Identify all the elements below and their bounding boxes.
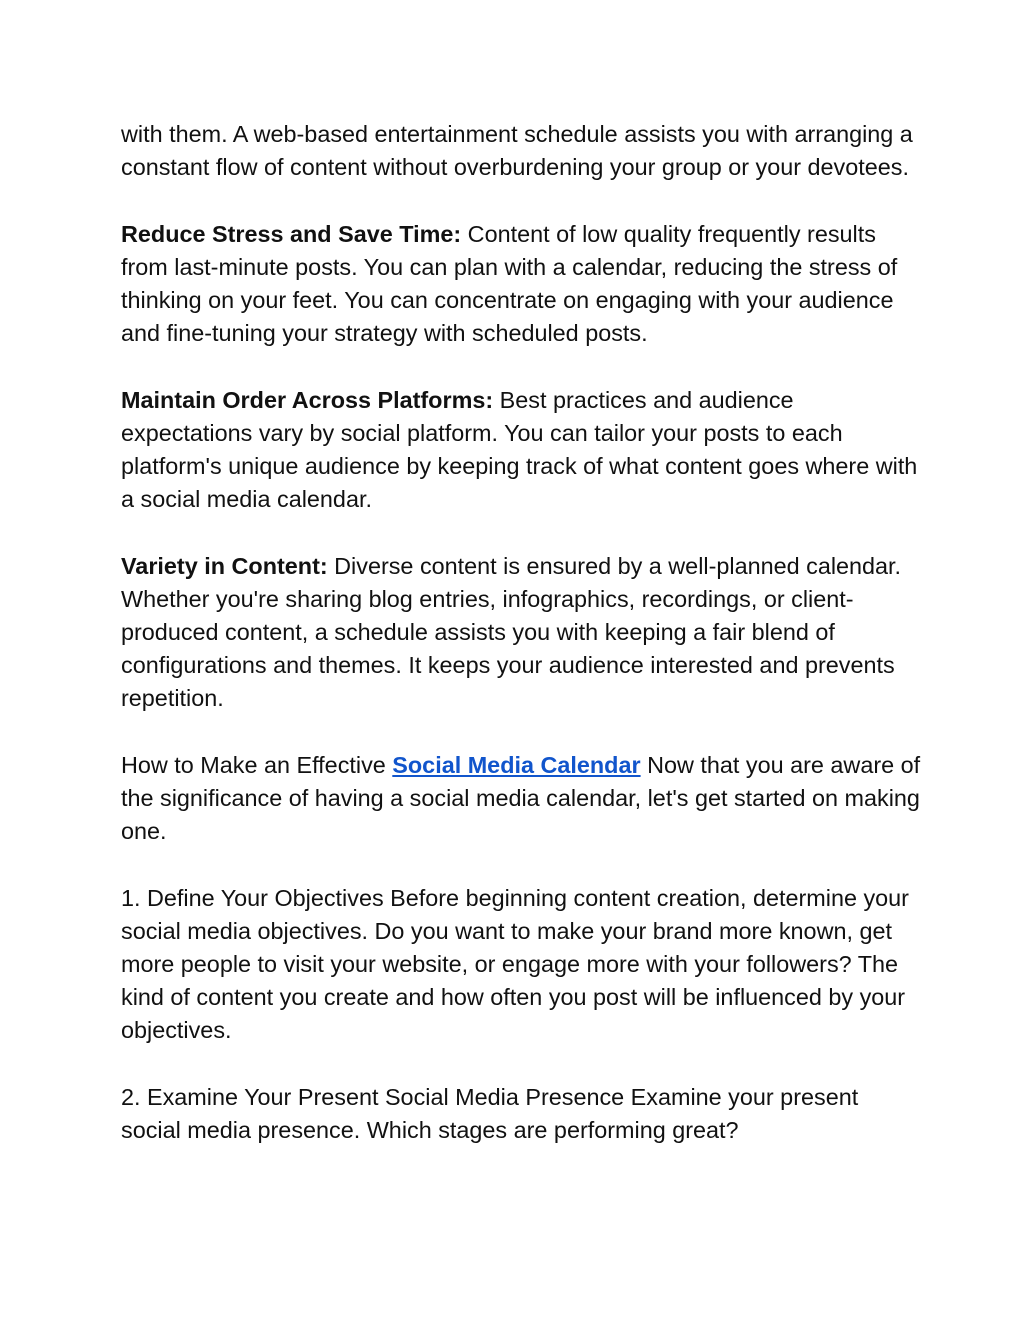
reduce-stress-paragraph — [121, 218, 921, 351]
intro-paragraph — [121, 118, 921, 184]
variety-paragraph — [121, 550, 921, 716]
step1-paragraph — [121, 882, 921, 1048]
maintain-order-paragraph — [121, 384, 921, 517]
step2-paragraph — [121, 1081, 921, 1147]
social-media-calendar-link[interactable]: Social Media Calendar — [392, 751, 641, 778]
variety-body: Diverse content is ensured by a well-planned calendar. Whether you're sharing blog entries, infographics, recordings, or client-produced content, a schedule assists you with keeping a fair blend of configurations and themes. It keeps your audience interested and prevents repetition. — [121, 552, 902, 712]
document-page — [121, 118, 921, 1180]
maintain-order-heading: Maintain Order Across Platforms: — [121, 386, 494, 413]
how-to-lead: How to Make an Effective — [121, 751, 393, 778]
step2-text: 2. Examine Your Present Social Media Presence Examine your present social media presence. Which stages are performing great? — [121, 1083, 859, 1143]
variety-heading: Variety in Content: — [121, 552, 328, 579]
intro-text: with them. A web-based entertainment schedule assists you with arranging a constant flow of content without overburdening your group or your devotees. — [121, 121, 913, 181]
how-to-paragraph — [121, 749, 921, 849]
step1-text: 1. Define Your Objectives Before beginning content creation, determine your social media objectives. Do you want to make your brand more known, get more people to visit your website, or engage more with your followers? The kind of content you create and how often you post will be influenced by your objectives. — [121, 884, 909, 1044]
reduce-stress-heading: Reduce Stress and Save Time: — [121, 220, 462, 247]
maintain-order-body: Best practices and audience expectations vary by social platform. You can tailor your posts to each platform's unique audience by keeping track of what content goes where with a social media calendar. — [121, 386, 918, 513]
how-to-rest: Now that you are aware of the significance of having a social media calendar, let's get started on making one. — [121, 751, 921, 845]
reduce-stress-body: Content of low quality frequently results from last-minute posts. You can plan with a calendar, reducing the stress of thinking on your feet. You can concentrate on engaging with your audience and fine-tuning your strategy with scheduled posts. — [121, 220, 898, 347]
